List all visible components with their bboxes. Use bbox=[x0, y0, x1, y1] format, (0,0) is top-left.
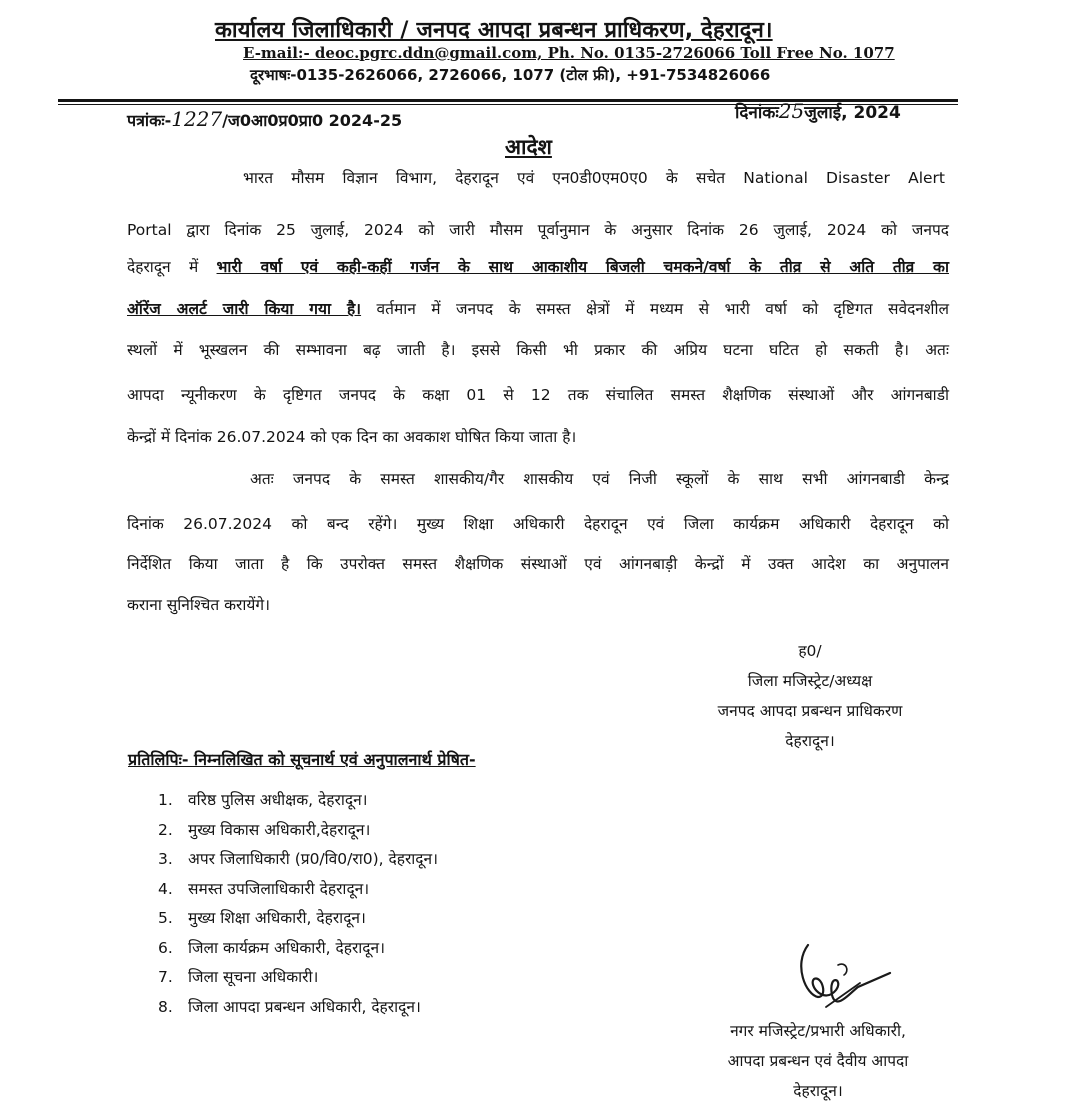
date-label: दिनांकः bbox=[735, 103, 779, 123]
list-item: 7. जिला सूचना अधिकारी। bbox=[158, 968, 319, 986]
body-line: निर्देशित किया जाता है कि उपरोक्त समस्त शैक्षणिक संस्थाओं एवं आंगनबाड़ी केन्द्रों में उक्त आदेश का अनुपालन bbox=[127, 555, 949, 573]
list-item: 6. जिला कार्यक्रम अधिकारी, देहरादून। bbox=[158, 938, 386, 957]
handwritten-signature bbox=[788, 935, 928, 1015]
body-line: केन्द्रों में दिनांक 26.07.2024 को एक दिन का अवकाश घोषित किया जाता है। bbox=[127, 428, 577, 446]
reference-suffix: /ज0आ0प्र0प्रा0 2024-25 bbox=[222, 111, 403, 130]
signatory-authority: जनपद आपदा प्रबन्धन प्राधिकरण bbox=[717, 702, 903, 720]
list-item: 1. वरिष्ठ पुलिस अधीक्षक, देहरादून। bbox=[158, 791, 368, 809]
body-line bbox=[127, 297, 949, 319]
reference-label: पत्रांकः- bbox=[127, 111, 172, 130]
reference-handwritten-number: 1227 bbox=[171, 107, 223, 131]
reference-number bbox=[127, 107, 402, 131]
body-line: अतः जनपद के समस्त शासकीय/गैर शासकीय एवं निजी स्कूलों के साथ सभी आंगनबाडी केन्द्र bbox=[250, 470, 949, 488]
body-line: स्थलों में भूस्खलन की सम्भावना बढ़ जाती है। इससे किसी भी प्रकार की अप्रिय घटना घटित हो सकती है। अतः bbox=[127, 341, 949, 359]
body-line bbox=[127, 255, 949, 277]
body-line: आपदा न्यूनीकरण के दृष्टिगत जनपद के कक्षा 01 से 12 तक संचालित समस्त शैक्षणिक संस्थाओं और आंगनबाडी bbox=[127, 386, 949, 404]
date-handwritten-day: 25 bbox=[778, 99, 805, 123]
copy-to-list bbox=[158, 786, 438, 1022]
city-magistrate-signature-block bbox=[688, 1016, 948, 1106]
body-line: कराना सुनिश्चित करायेंगे। bbox=[127, 596, 270, 614]
contact-email-phone: E-mail:- deoc.pgrc.ddn@gmail.com, Ph. No. 0135-2726066 Toll Free No. 1077 bbox=[243, 44, 895, 62]
list-item: 2. मुख्य विकास अधिकारी,देहरादून। bbox=[158, 820, 371, 839]
alert-highlight: ऑरेंज अलर्ट जारी किया गया है। bbox=[127, 300, 362, 318]
body-line: दिनांक 26.07.2024 को बन्द रहेंगे। मुख्य शिक्षा अधिकारी देहरादून एवं जिला कार्यक्रम अधिकारी देहरादून को bbox=[127, 515, 949, 533]
body-text: वर्तमान में जनपद के समस्त क्षेत्रों में मध्यम से भारी वर्षा को दृष्टिगत सवेदनशील bbox=[376, 300, 949, 318]
body-text: देहरादून में bbox=[127, 258, 199, 276]
body-line: Portal द्वारा दिनांक 25 जुलाई, 2024 को जारी मौसम पूर्वानुमान के अनुसार दिनांक 26 जुलाई, 2024 को जनपद bbox=[127, 221, 949, 239]
body-line: भारत मौसम विज्ञान विभाग, देहरादून एवं एन0डी0एम0ए0 के सचेत National Disaster Alert bbox=[243, 169, 945, 187]
signatory-designation: नगर मजिस्ट्रेट/प्रभारी अधिकारी, bbox=[730, 1022, 906, 1040]
order-heading: आदेश bbox=[505, 135, 552, 159]
signatory-department: आपदा प्रबन्धन एवं दैवीय आपदा bbox=[727, 1052, 909, 1070]
alert-highlight: भारी वर्षा एवं कही-कहीं गर्जन के साथ आकाशीय बिजली चमकने/वर्षा के तीव्र से अति तीव्र का bbox=[216, 258, 949, 276]
date-month-year: जुलाई, 2024 bbox=[804, 103, 901, 123]
list-item: 4. समस्त उपजिलाधिकारी देहरादून। bbox=[158, 879, 370, 898]
signatory-place: देहरादून। bbox=[785, 732, 835, 750]
list-item: 8. जिला आपदा प्रबन्धन अधिकारी, देहरादून। bbox=[158, 997, 421, 1016]
district-magistrate-signature-block bbox=[690, 636, 930, 756]
signed-mark: ह0/ bbox=[798, 642, 822, 660]
copy-to-heading: प्रतिलिपिः- निम्नलिखित को सूचनार्थ एवं अनुपालनार्थ प्रेषित- bbox=[128, 750, 476, 769]
list-item: 3. अपर जिलाधिकारी (प्र0/वि0/रा0), देहरादून। bbox=[158, 850, 439, 868]
office-title: कार्यालय जिलाधिकारी / जनपद आपदा प्रबन्धन प्राधिकरण, देहरादून। bbox=[215, 18, 773, 43]
signatory-place: देहरादून। bbox=[793, 1082, 843, 1100]
order-date bbox=[735, 99, 901, 123]
signatory-designation: जिला मजिस्ट्रेट/अध्यक्ष bbox=[747, 672, 873, 690]
contact-phones: दूरभाषः-0135-2626066, 2726066, 1077 (टोल फ्री), +91-7534826066 bbox=[250, 66, 771, 84]
list-item: 5. मुख्य शिक्षा अधिकारी, देहरादून। bbox=[158, 909, 366, 927]
